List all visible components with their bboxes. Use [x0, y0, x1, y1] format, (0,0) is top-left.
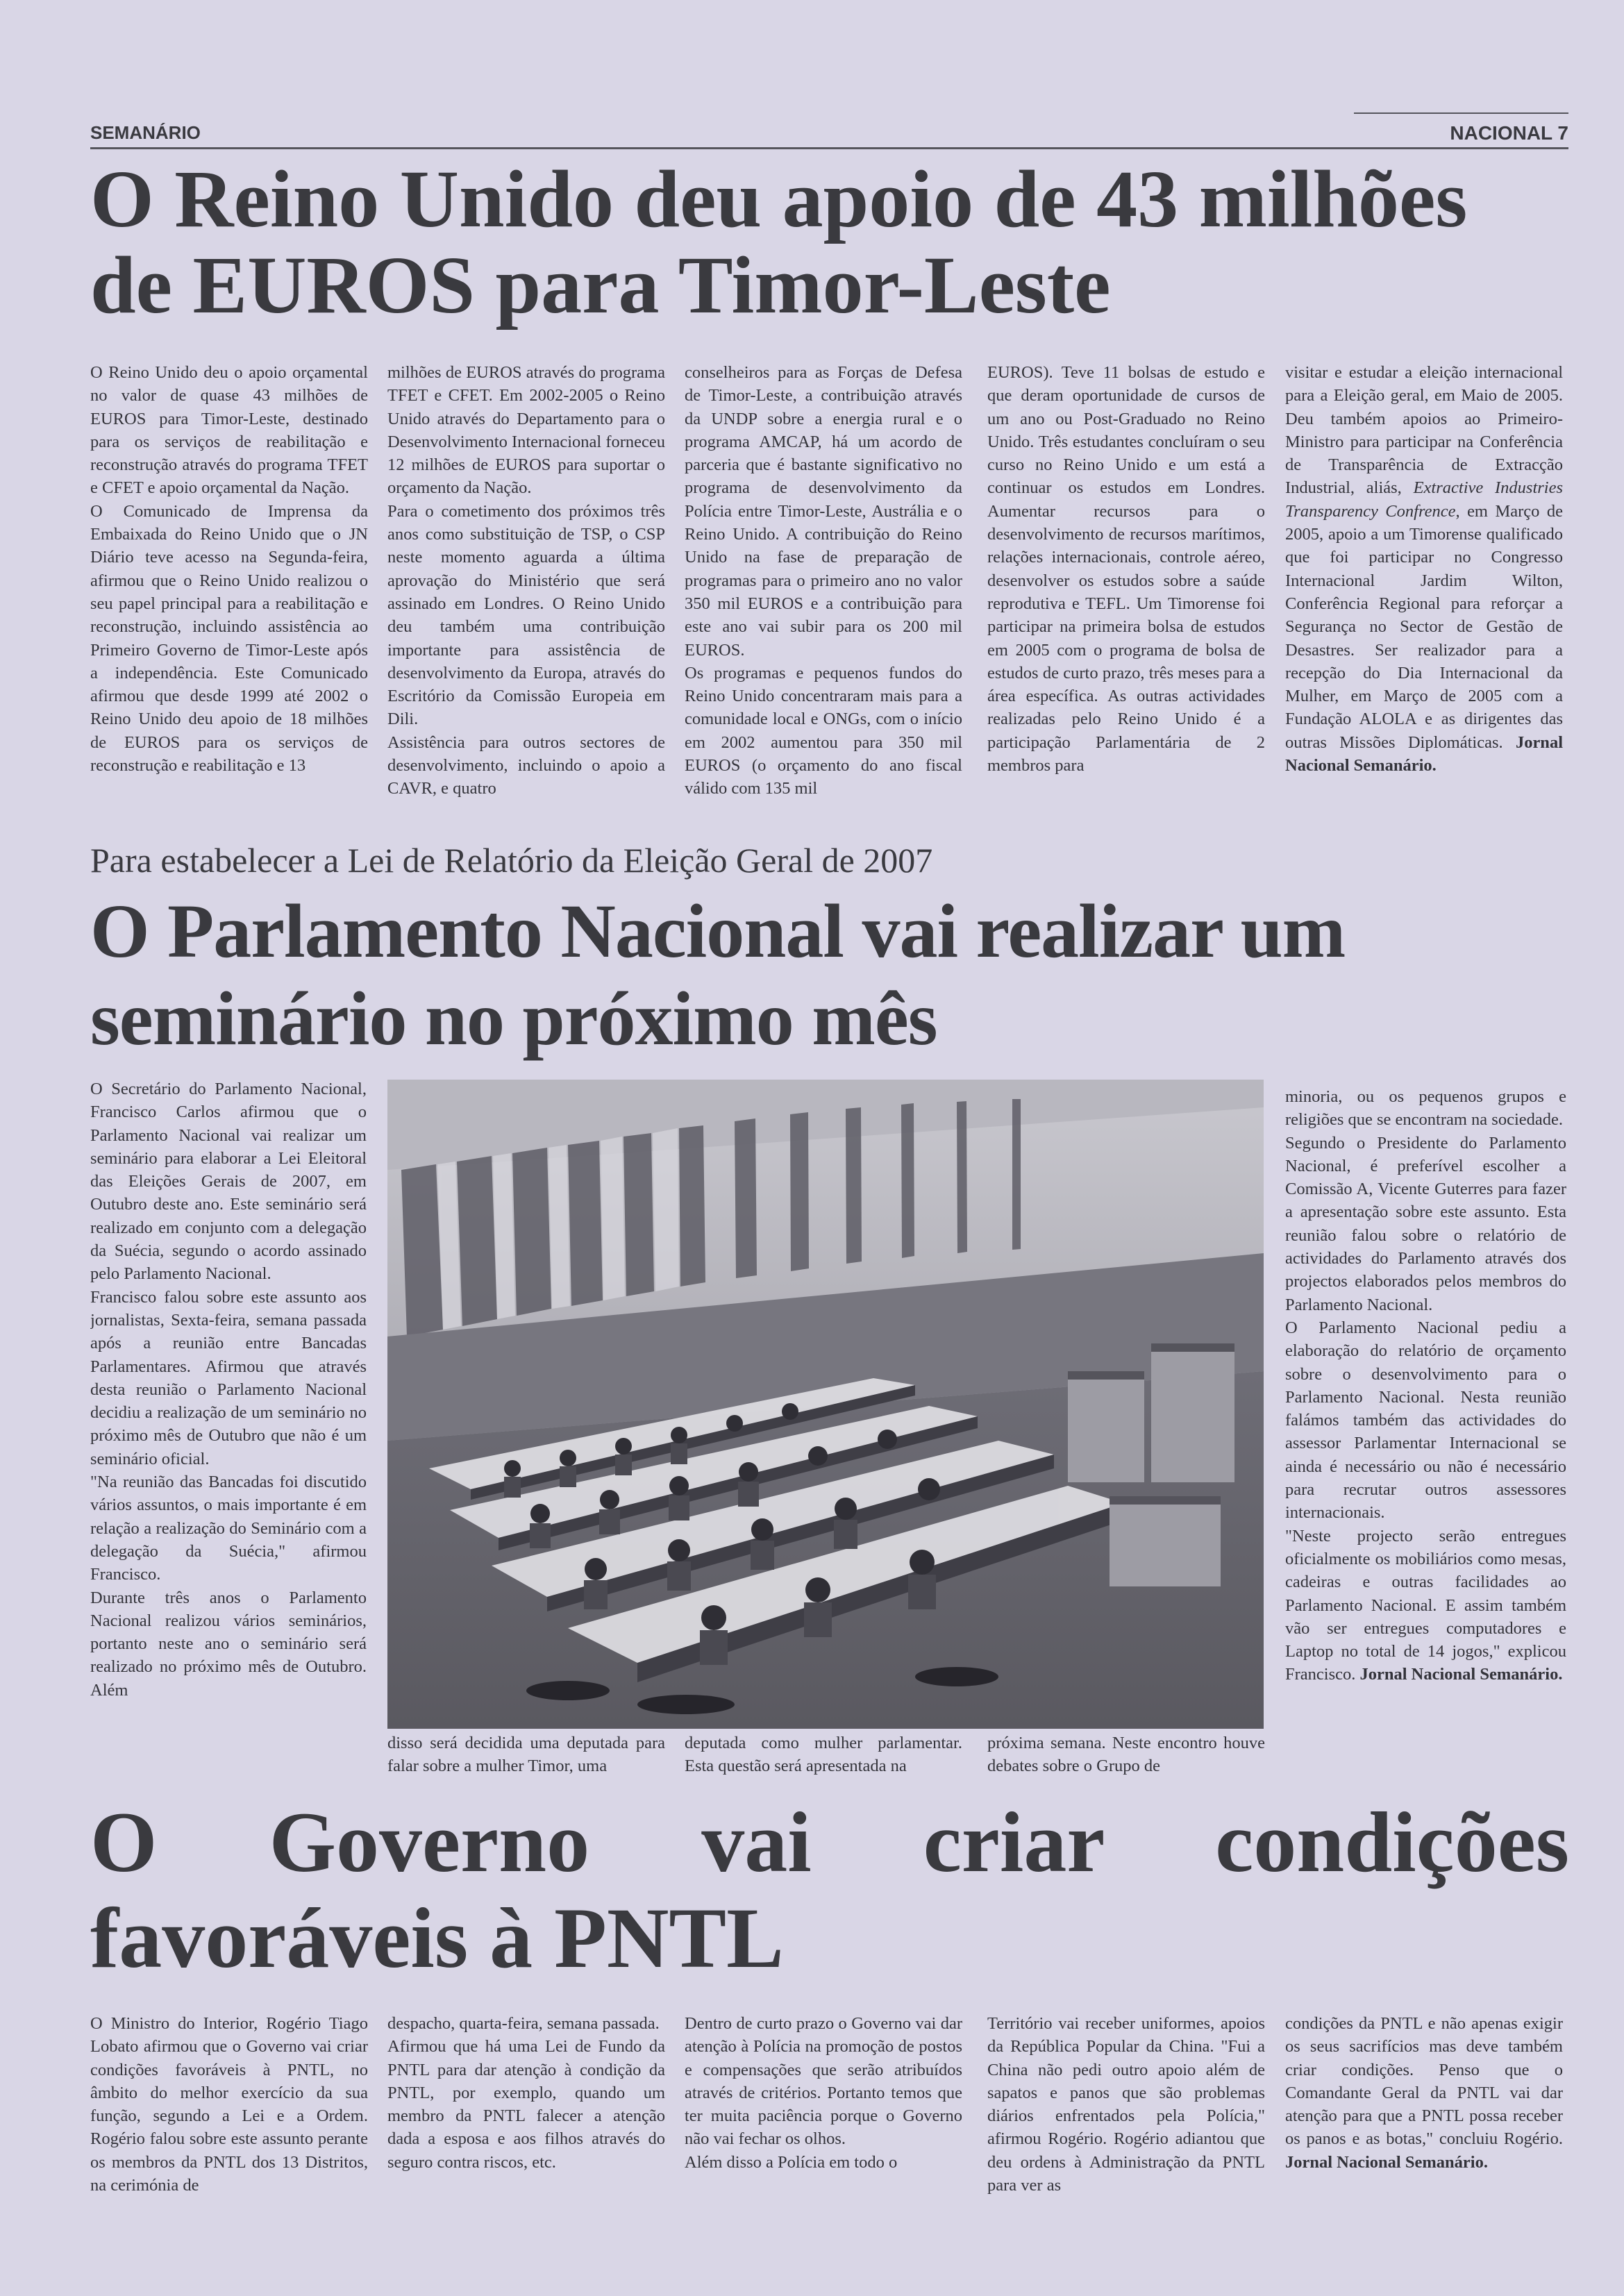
paragraph: Para o cometimento dos próximos três anos como substituição de TSP, o CSP neste momento aguarda a última aprovação do Ministério que será assinado em Londres. O Reino Unido deu também uma contribuição importante para assistência de desenvolvimento da Europa, através do Escritório da Comissão Europeia em Dili.: [387, 501, 665, 729]
header-rule: [90, 147, 1568, 149]
article2-column-5: [1285, 1085, 1566, 1786]
paragraph: disso será decidida uma deputada para falar sobre a mulher Timor, uma: [387, 1734, 665, 1776]
article1-headline: O Reino Unido deu apoio de 43 milhões de EUROS para Timor-Leste: [90, 153, 1468, 330]
article3-signature: Jornal Nacional Semanário.: [1285, 2152, 1488, 2172]
article3-column-4: [987, 2012, 1265, 2220]
paragraph: despacho, quarta-feira, semana passada.: [387, 2014, 660, 2033]
paragraph: próxima semana. Neste encontro houve debates sobre o Grupo de: [987, 1734, 1265, 1776]
section-left-label: SEMANÁRIO: [90, 122, 201, 143]
paragraph: EUROS). Teve 11 bolsas de estudo e que deram oportunidade de cursos de um ano ou Post-Graduado no Reino Unido. Três estudantes concluíram o seu curso no Reino Unido e um está a continuar os estudos em Londres. Aumentar recursos para o desenvolvimento de recursos marítimos, relações internacionais, controle aéreo, desenvolver os estudos sobre a saúde reprodutiva e TEFL. Um Timorense foi participar na primeira bolsa de estudos em 2005 com o programa de bolsa de estudos de curto prazo, três meses para a área específica. As outras actividades realizadas pelo Reino Unido é a participação Parlamentária de 2 membros para: [987, 363, 1265, 776]
paragraph: [1285, 1525, 1566, 1686]
paragraph: O Comunicado de Imprensa da Embaixada do Reino Unido que o JN Diário teve acesso na Segunda-feira, afirmou que o Reino Unido realizou o seu papel principal para a reabilitação e reconstrução, incluindo assistência ao Primeiro Governo de Timor-Leste após a independência. Este Comunicado afirmou que desde 1999 até 2002 o Reino Unido deu apoio de 18 milhões de EUROS para os serviços de reconstrução e reabilitação e 13: [90, 501, 368, 776]
paragraph: O Secretário do Parlamento Nacional, Francisco Carlos afirmou que o Parlamento Nacional vai realizar um seminário para elaborar a Lei Eleitoral das Eleições Gerais de 2007, em Outubro deste ano. Este seminário será realizado em conjunto com a delegação da Suécia, segundo o acordo assinado pelo Parlamento Nacional.: [90, 1080, 367, 1284]
paragraph: Segundo o Presidente do Parlamento Nacional, é preferível escolher a Comissão A, Vicente Guterres para fazer a apresentação sobre este assunto. Esta reunião falou sobre o relatório de actividades do Parlamento através dos projectos elaborados pelos membros do Parlamento Nacional.: [1285, 1133, 1566, 1314]
paragraph: Afirmou que há uma Lei de Fundo da PNTL para dar atenção à condição da PNTL, por exemplo, quando um membro da PNTL falecer a atenção dada a esposa e aos filhos através do seguro contra riscos, etc.: [387, 2037, 665, 2172]
text-run: "Neste projecto serão entregues oficialmente os mobiliários como mesas, cadeiras e outras facilidades ao Parlamento Nacional. E assim também vão ser entregues computadores e Laptop no total de 14 jogos," explicou Francisco.: [1285, 1526, 1566, 1684]
article3-column-5: [1285, 2012, 1563, 2220]
header-rule-top: [1354, 112, 1568, 114]
article2-column-4: [987, 1732, 1265, 1780]
article2-column-2: [387, 1732, 665, 1780]
article3-column-3: [685, 2012, 962, 2220]
article1-column-5: [1285, 361, 1563, 833]
article2-column-3: [685, 1732, 962, 1780]
paragraph: Francisco falou sobre este assunto aos jornalistas, Sexta-feira, semana passada após a reunião entre Bancadas Parlamentares. Afirmou que através desta reunião o Parlamento Nacional decidiu a realização de um seminário no próximo mês de Outubro que não é um seminário oficial.: [90, 1287, 367, 1468]
headline-line-2: favoráveis à PNTL: [90, 1891, 784, 1986]
article2-headline: O Parlamento Nacional vai realizar um seminário no próximo mês: [90, 889, 1346, 1061]
paragraph: O Parlamento Nacional pediu a elaboração do relatório de orçamento sobre o desenvolvimento para o Parlamento Nacional. Nesta reunião falámos também das actividades do assessor Parlamentar Internacional se ainda é necessário ou não é necessário para recrutar outros assessores internacionais.: [1285, 1318, 1566, 1523]
article3-column-1: [90, 2012, 368, 2220]
paragraph: Os programas e pequenos fundos do Reino Unido concentraram mais para a comunidade local e ONGs, com o início em 2002 aumentou para 350 mil EUROS (o orçamento do ano fiscal válido com 135 mil: [685, 663, 962, 798]
text-run: visitar e estudar a eleição internacional para a Eleição geral, em Maio de 2005. Deu também apoios ao Primeiro-Ministro para participar na Conferência de Transparência de Extracção Industrial, aliás,: [1285, 363, 1563, 498]
headline-line-1: O Governo vai criar condições: [90, 1795, 1569, 1890]
article2-column-1: [90, 1078, 367, 1779]
paragraph: [1285, 2012, 1563, 2174]
article3-column-2: [387, 2012, 665, 2220]
section-right-label: NACIONAL 7: [1450, 122, 1568, 144]
article1-signature: Jornal Nacional Semanário.: [1285, 732, 1563, 776]
article2-signature: Jornal Nacional Semanário.: [1359, 1665, 1563, 1684]
photo-illustration: [387, 1080, 1264, 1729]
parliament-chamber-photo: [387, 1080, 1264, 1729]
paragraph: O Reino Unido deu o apoio orçamental no valor de quase 43 milhões de EUROS para Timor-Leste, destinado para os serviços de reabilitação e reconstrução através do programa TFET e CFET e apoio orçamental da Nação.: [90, 363, 368, 498]
article3-headline: [90, 1795, 1569, 1986]
paragraph: [1285, 361, 1563, 777]
text-run: , em Março de 2005, apoio a um Timorense qualificado que foi participar no Congresso Internacional Jardim Wilton, Conferência Regional para reforçar a Segurança no Sector de Gestão de Desastres. Ser realizador para a recepção do Dia Internacional da Mulher, em Março de 2005 com a Fundação ALOLA e as dirigentes das outras Missões Diplomáticas.: [1285, 501, 1563, 752]
paragraph: Assistência para outros sectores de desenvolvimento, incluindo o apoio a CAVR, e quatro: [387, 732, 665, 798]
article1-column-1: [90, 361, 368, 833]
text-run: condições da PNTL e não apenas exigir os seus sacrifícios mas deve também criar condições. Penso que o Comandante Geral da PNTL vai dar atenção para que a PNTL possa receber os panos e as botas," concluiu Rogério.: [1285, 2014, 1563, 2149]
paragraph: Dentro de curto prazo o Governo vai dar atenção à Polícia na promoção de postos e compensações que serão atribuídos através de critérios. Portanto temos que ter muita paciência porque o Governo não vai fechar os olhos.: [685, 2014, 962, 2149]
paragraph: minoria, ou os pequenos grupos e religiões que se encontram na sociedade.: [1285, 1087, 1566, 1130]
paragraph: milhões de EUROS através do programa TFET e CFET. Em 2002-2005 o Reino Unido através do Departamento para o Desenvolvimento Internacional forneceu 12 milhões de EUROS para suportar o orçamento da Nação.: [387, 363, 665, 498]
paragraph: Além disso a Polícia em todo o: [685, 2152, 898, 2172]
paragraph: O Ministro do Interior, Rogério Tiago Lobato afirmou que o Governo vai criar condições favoráveis à PNTL, no âmbito do melhor exercício da sua função, segundo a Lei e a Ordem. Rogério falou sobre este assunto perante os membros da PNTL dos 13 Distritos, na cerimónia de: [90, 2014, 368, 2195]
article1-column-3: [685, 361, 962, 833]
paragraph: deputada como mulher parlamentar. Esta questão será apresentada na: [685, 1734, 962, 1776]
paragraph: Durante três anos o Parlamento Nacional realizou vários seminários, portanto neste ano o seminário será realizado no próximo mês de Outubro. Além: [90, 1588, 367, 1700]
italic-text: Extractive Industries Transparency Confrence: [1285, 478, 1563, 521]
article2-kicker: Para estabelecer a Lei de Relatório da Eleição Geral de 2007: [90, 841, 933, 880]
paragraph: conselheiros para as Forças de Defesa de Timor-Leste, a contribuição através da UNDP sobre a energia rural e o programa AMCAP, há um acordo de parceria que é bastante significativo no programa de desenvolvimento da Polícia entre Timor-Leste, Austrália e o Reino Unido. A contribuição do Reino Unido na fase de preparação de programas para o primeiro ano no valor 350 mil EUROS e a contribuição para este ano vai subir para os 200 mil EUROS.: [685, 363, 962, 660]
paragraph: "Na reunião das Bancadas foi discutido vários assuntos, o mais importante é em relação a realização do Seminário com a delegação da Suécia," afirmou Francisco.: [90, 1473, 367, 1584]
article1-column-2: [387, 361, 665, 833]
article1-column-4: [987, 361, 1265, 833]
paragraph: Território vai receber uniformes, apoios da República Popular da China. "Fui a China não pedi outro apoio além de sapatos e panos que são problemas diários enfrentados pela Polícia," afirmou Rogério. Rogério adiantou que deu ordens à Administração da PNTL para ver as: [987, 2014, 1265, 2195]
